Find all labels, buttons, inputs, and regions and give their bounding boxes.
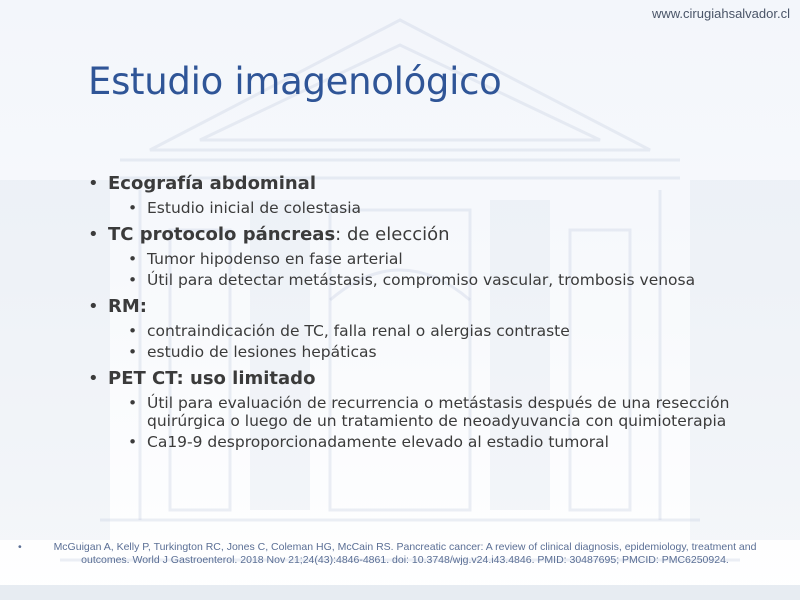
sub-bullet: [128, 343, 788, 361]
reference-text: McGuigan A, Kelly P, Turkington RC, Jones C, Coleman HG, McCain RS. Pancreatic cancer: A review of clinical diagnosis, epidemiology, treatment and outcomes. World J Gastroenterol. 2018 Nov 21;24(43):4846-4861. doi: 10.3748/wjg.v24.i43.4846. PMID: 30487695; PMCID: PMC6250924.: [53, 541, 757, 566]
bullet-rm: [88, 295, 788, 319]
bullet-tc: [88, 223, 788, 247]
bullet-dot: •: [128, 322, 138, 340]
bullet-dot: •: [88, 173, 99, 194]
sub-bullet: [128, 271, 788, 289]
bullet-dot: •: [128, 199, 138, 217]
sub-bullet: [128, 199, 788, 217]
bullet-dot: •: [128, 271, 138, 289]
bullet-list: [88, 172, 788, 453]
bullet-dot: •: [128, 433, 138, 451]
sub-bullet-text: Estudio inicial de colestasia: [147, 199, 362, 217]
bullet-bold-text: PET CT: uso limitado: [108, 368, 316, 389]
bullet-dot: •: [128, 250, 138, 268]
sub-bullet-text: Ca19-9 desproporcionadamente elevado al estadio tumoral: [147, 433, 609, 451]
sub-bullet: [128, 322, 788, 340]
sub-bullet-text: contraindicación de TC, falla renal o alergias contraste: [147, 322, 570, 340]
sub-bullet: [128, 394, 788, 430]
bullet-dot: •: [88, 296, 99, 317]
sub-bullet-text: Útil para evaluación de recurrencia o metástasis después de una resección quirúrgica o luego de un tratamiento de neoadyuvancia con quimioterapia: [147, 394, 730, 430]
bullet-bold-text: Ecografía abdominal: [108, 173, 316, 194]
bullet-bold-text: RM:: [108, 296, 147, 317]
sub-bullet: [128, 433, 788, 451]
bullet-dot: •: [18, 541, 22, 553]
reference-citation: [18, 541, 778, 567]
bullet-dot: •: [88, 224, 99, 245]
bullet-dot: •: [88, 368, 99, 389]
site-url: www.cirugiahsalvador.cl: [651, 6, 790, 21]
sub-bullet-text: estudio de lesiones hepáticas: [147, 343, 377, 361]
slide-title: Estudio imagenológico: [88, 60, 502, 103]
sub-bullet-text: Útil para detectar metástasis, compromiso vascular, trombosis venosa: [147, 271, 696, 289]
sub-bullet: [128, 250, 788, 268]
bullet-text: : de elección: [335, 224, 450, 245]
sub-bullet-text: Tumor hipodenso en fase arterial: [147, 250, 403, 268]
bullet-dot: •: [128, 343, 138, 361]
bullet-dot: •: [128, 394, 138, 412]
bullet-ecografia: [88, 172, 788, 196]
bullet-bold-text: TC protocolo páncreas: [108, 224, 336, 245]
bullet-pet-ct: [88, 367, 788, 391]
